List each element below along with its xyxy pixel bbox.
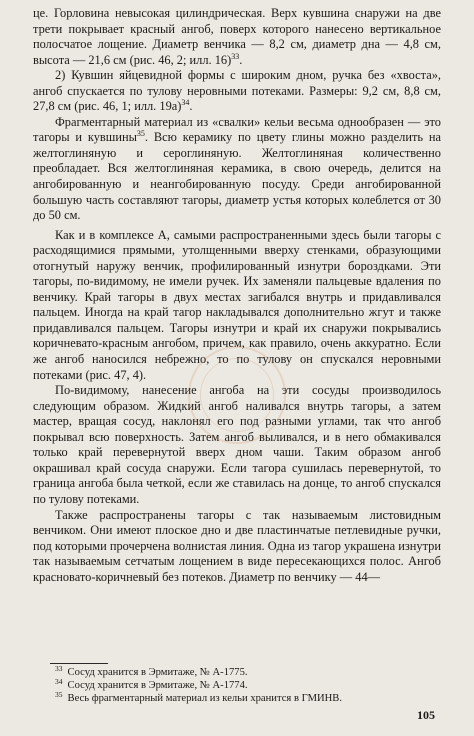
paragraph-6: Также распространены тагоры с так называемым листовидным венчиком. Они имеют плоское дно и две пластинчатые петлевидные ручки, под которыми прочерчена волнистая линия. Одна из тагор украшена изнутри так называемым сетчатым лощением в виде пересекающихся полос. Ангоб красновато-коричневый без потеков. Диаметр по венчику — 44— [33,507,441,584]
body-text [33,6,441,585]
footnote-ref-35: 35 [136,129,145,139]
paragraph-2: 2) Кувшин яйцевидной формы с широким дном, ручка без «хвоста», ангоб спускается по тулову неровными потеками. Размеры: 9,2 см, 8,8 см, 27,8 см (рис. 46, 1; илл. 19а)$^{34}$. [33,68,441,114]
footnote-text: Весь фрагментарный материал из кельи хранится в ГМИНВ. [67,693,343,705]
footnote-number: 35 [55,690,63,700]
footnote-number: 34 [55,677,63,687]
footnote-text: Сосуд хранится в Эрмитаже, № А-1775. [67,667,248,678]
footnote-34 [55,679,435,692]
footnotes [55,666,435,706]
footnote-text: Сосуд хранится в Эрмитаже, № А-1774. [67,680,248,692]
paragraph-1: це. Горловина невысокая цилиндрическая. Верх кувшина снаружи на две трети покрывает красный ангоб, поверх которого нанесено вертикальное полосчатое лощение. Диаметр венчика — 8,2 см, диаметр дна — 4,8 см, высота — 21,6 см (рис. 46, 2; илл. 16)$^{33}$. [33,6,441,67]
footnote-33 [55,666,435,679]
footnote-35 [55,692,435,705]
footnote-number: 33 [55,664,63,673]
paragraph-4: Как и в комплексе А, самыми распространенными здесь были тагоры с расходящимися прямыми, утолщенными вверху стенками, образующими отогнутый наружу венчик, профилированный изнутри бороздками. Эти тагоры, по-видимому, не имели ручек. Их заменяли пальцевые вдаления по венчику. Край тагоры в двух местах загибался внутрь и придавливался пальцем. Иногда на край тагор накладывался дополнительно жгут и также придавливался пальцем. Тагоры изнутри и край их снаружи покрывались коричневато-красным ангобом, причем, как правило, очень аккуратно. Если же ангоб наносился небрежно, то по тулову он спускался неровными потеками (рис. 47, 4). [33,227,441,382]
page-number: 105 [417,708,435,722]
footnote-ref-33: 33 [231,51,240,61]
paragraph-3: Фрагментарный материал из «свалки» кельи весьма однообразен — это тагоры и кувшины$^{35}$. Всю керамику по цвету глины можно разделить на желтоглиняную и сероглиняную. Желтоглиняная количественно преобладает. Вся желтоглиняная керамика, в свою очередь, делится на ангобированную и неангобированную посуду. Среди ангобированной большую часть составляют тагоры, диаметр устья которых колеблется от 30 до 50 см. [33,114,441,223]
paragraph-5: По-видимому, нанесение ангоба на эти сосуды производилось следующим образом. Жидкий ангоб наливался внутрь тагоры, а затем мастер, вращая сосуд, наклонял его под разными углами, так что ангоб покрывал всю поверхность. Затем ангоб выливался, и в него обмакивался только край перевернутой вверх дном чаши. Таким образом ангоб окрашивал край сосуда снаружи. Если тагора сушилась перевернутой, то граница ангоба была четкой, если же ставилась на донце, то ангоб спускался по тулову потеками. [33,383,441,506]
footnote-ref-34: 34 [181,98,190,108]
